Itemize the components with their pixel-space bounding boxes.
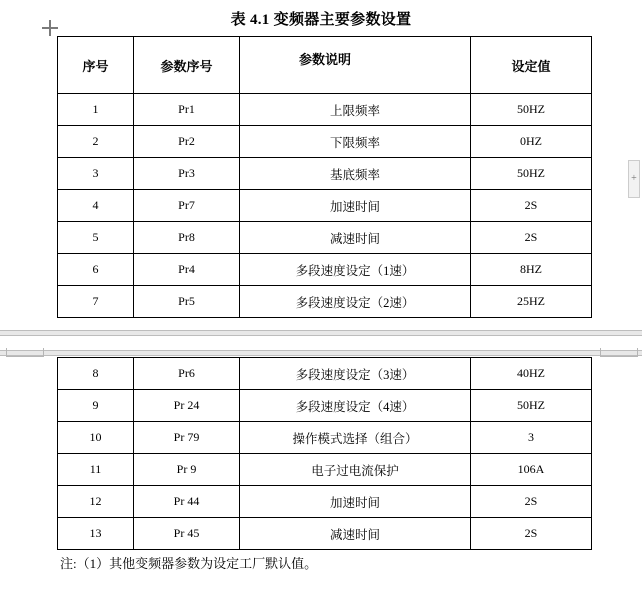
- cell-description: 多段速度设定（1速）: [240, 254, 471, 286]
- table: [57, 36, 592, 318]
- cell-value: 50HZ: [471, 158, 592, 190]
- cell-description: 多段速度设定（3速）: [240, 358, 471, 390]
- cell-description: 基底频率: [240, 158, 471, 190]
- cell-index: 3: [58, 158, 134, 190]
- cell-code: Pr8: [134, 222, 240, 254]
- cell-value: 2S: [471, 486, 592, 518]
- cell-value: 2S: [471, 518, 592, 550]
- cell-value: 3: [471, 422, 592, 454]
- cell-code: Pr4: [134, 254, 240, 286]
- cell-description: 多段速度设定（2速）: [240, 286, 471, 318]
- cell-description: 减速时间: [240, 222, 471, 254]
- cell-code: Pr6: [134, 358, 240, 390]
- column-header-code: 参数序号: [134, 37, 240, 94]
- cell-code: Pr 79: [134, 422, 240, 454]
- cell-code: Pr 24: [134, 390, 240, 422]
- cell-value: 106A: [471, 454, 592, 486]
- table-row: [58, 126, 592, 158]
- cell-index: 9: [58, 390, 134, 422]
- table-header-row: [58, 37, 592, 94]
- table-row: [58, 518, 592, 550]
- cell-description: 减速时间: [240, 518, 471, 550]
- cell-description: 加速时间: [240, 190, 471, 222]
- cell-code: Pr5: [134, 286, 240, 318]
- cell-code: Pr7: [134, 190, 240, 222]
- cell-index: 7: [58, 286, 134, 318]
- cell-index: 6: [58, 254, 134, 286]
- cell-code: Pr2: [134, 126, 240, 158]
- cell-description: 下限频率: [240, 126, 471, 158]
- table-row: [58, 422, 592, 454]
- cell-value: 0HZ: [471, 126, 592, 158]
- cell-index: 1: [58, 94, 134, 126]
- cell-index: 11: [58, 454, 134, 486]
- cell-code: Pr 9: [134, 454, 240, 486]
- table-row: [58, 286, 592, 318]
- page-break-separator-top: [0, 330, 642, 336]
- table-row: [58, 358, 592, 390]
- page-break-separator-bottom: [0, 350, 642, 356]
- table-row: [58, 486, 592, 518]
- cell-description: 电子过电流保护: [240, 454, 471, 486]
- parameter-table-part1: [57, 36, 592, 318]
- expand-handle-button[interactable]: +: [628, 160, 640, 198]
- table-row: [58, 94, 592, 126]
- cell-code: Pr 45: [134, 518, 240, 550]
- cell-description: 加速时间: [240, 486, 471, 518]
- cell-value: 2S: [471, 222, 592, 254]
- cell-value: 2S: [471, 190, 592, 222]
- cell-code: Pr1: [134, 94, 240, 126]
- cell-code: Pr 44: [134, 486, 240, 518]
- table-row: [58, 390, 592, 422]
- parameter-table-part2: [57, 357, 592, 550]
- table-row: [58, 254, 592, 286]
- cell-description: 上限频率: [240, 94, 471, 126]
- table-row: [58, 454, 592, 486]
- cell-value: 50HZ: [471, 390, 592, 422]
- table-continued: [57, 357, 592, 550]
- table-row: [58, 158, 592, 190]
- cell-index: 10: [58, 422, 134, 454]
- cell-value: 25HZ: [471, 286, 592, 318]
- column-header-index: 序号: [58, 37, 134, 94]
- table-row: [58, 222, 592, 254]
- cell-code: Pr3: [134, 158, 240, 190]
- cell-value: 40HZ: [471, 358, 592, 390]
- page-title: 表 4.1 变频器主要参数设置: [230, 12, 412, 28]
- page-edge-mark-right: [600, 348, 638, 357]
- cell-index: 8: [58, 358, 134, 390]
- cell-description: 操作模式选择（组合）: [240, 422, 471, 454]
- cell-description: 多段速度设定（4速）: [240, 390, 471, 422]
- table-note: 注:（1）其他变频器参数为设定工厂默认值。: [60, 556, 318, 571]
- cell-value: 8HZ: [471, 254, 592, 286]
- cell-index: 4: [58, 190, 134, 222]
- column-header-value: 设定值: [471, 37, 592, 94]
- cell-index: 2: [58, 126, 134, 158]
- cell-index: 13: [58, 518, 134, 550]
- page-edge-mark-left: [6, 348, 44, 357]
- column-header-description: [240, 37, 471, 94]
- table-row: [58, 190, 592, 222]
- cell-index: 5: [58, 222, 134, 254]
- column-header-description-text: 参数说明: [298, 51, 351, 67]
- cell-index: 12: [58, 486, 134, 518]
- cell-value: 50HZ: [471, 94, 592, 126]
